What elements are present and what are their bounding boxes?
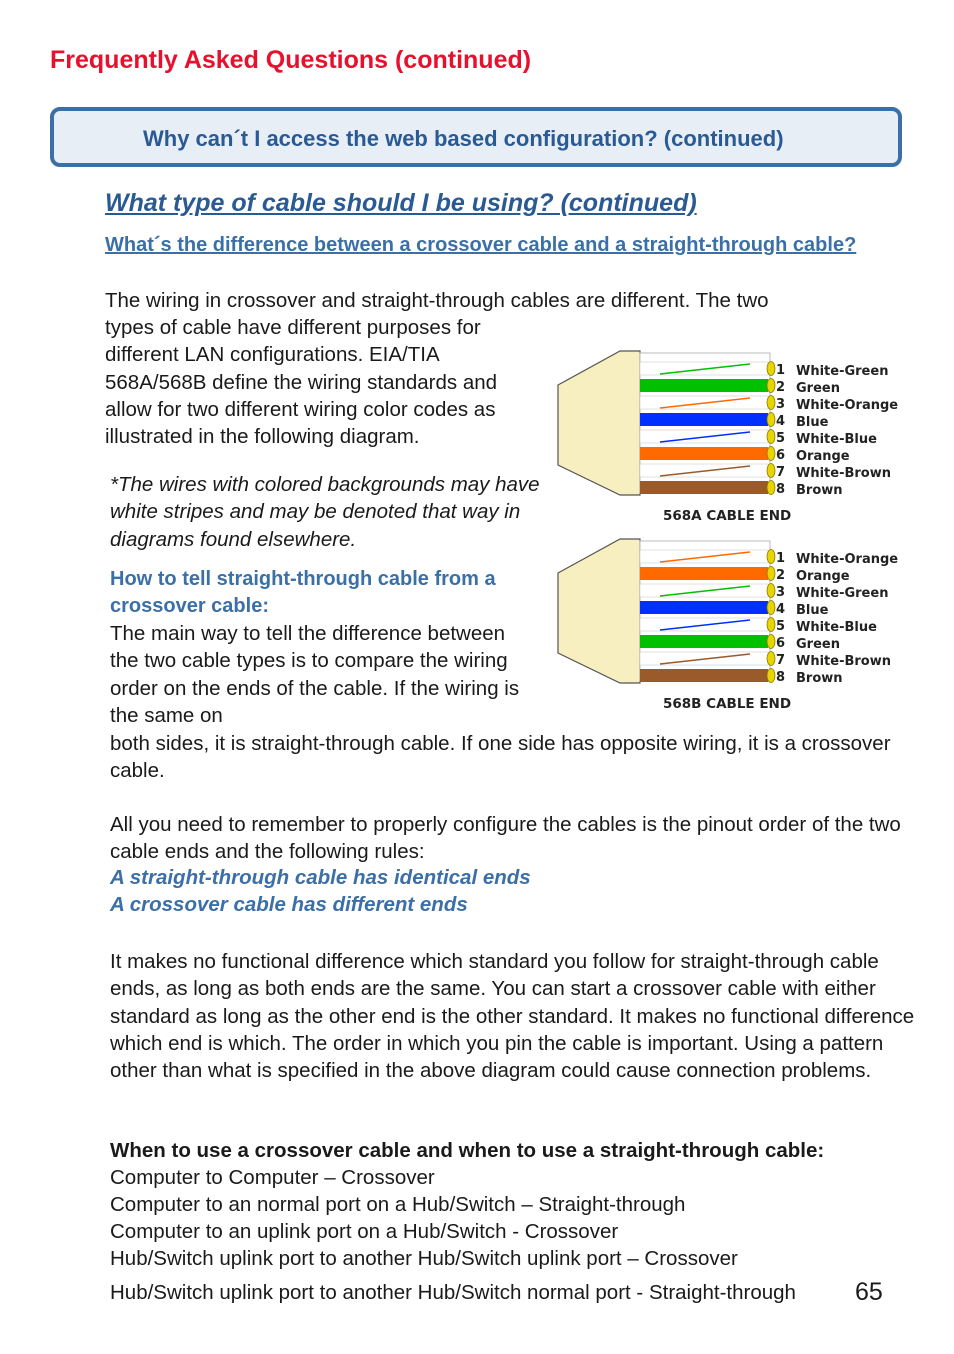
pin-color-label: Blue: [796, 603, 829, 618]
contact-pin: [767, 652, 775, 666]
pin-number: 1: [776, 363, 786, 378]
wire-color-note: *The wires with colored backgrounds may have white stripes and may be denoted that way in diagrams found elsewhere.: [110, 473, 540, 551]
question-title: What type of cable should I be using? (continued): [105, 189, 697, 217]
cable-end-568b: [558, 539, 898, 712]
howto-paragraph-part2: both sides, it is straight-through cable. If one side has opposite wiring, it is a crossover cable.: [110, 732, 891, 783]
wire-pin-7: [640, 464, 775, 478]
pin-number: 7: [776, 653, 786, 668]
wire-pin-6: [640, 635, 775, 649]
pin-color-label: White-Brown: [796, 466, 891, 481]
pin-color-label: White-Brown: [796, 654, 891, 669]
pin-number: 3: [776, 585, 786, 600]
contact-pin: [767, 481, 775, 495]
standard-paragraph: It makes no functional difference which standard you follow for straight-through cable ends, as long as both ends are the same. You can start a crossover cable with either standard as long as the other end is the other standard. It makes no functional difference which end is which. The order in which you pin the cable is important. Using a pattern other than what is specified in the above diagram could cause connection problems.: [110, 950, 915, 1083]
use-case-item: Hub/Switch uplink port to another Hub/Switch normal port - Straight-through: [110, 1281, 796, 1304]
caption-568a: 568A CABLE END: [663, 508, 792, 524]
contact-pin: [767, 413, 775, 427]
contact-pin: [767, 447, 775, 461]
pin-number: 4: [776, 602, 786, 617]
caption-568b: 568B CABLE END: [663, 696, 792, 712]
question-banner-text: Why can´t I access the web based configuration? (continued): [143, 126, 784, 151]
page-number: 65: [855, 1278, 883, 1306]
contact-pin: [767, 618, 775, 632]
subheading-difference: What´s the difference between a crossover cable and a straight-through cable?: [105, 234, 857, 256]
wire-pin-8: [640, 669, 775, 683]
rule-straight-through: A straight-through cable has identical ends: [110, 866, 531, 889]
wire-pin-1: [640, 362, 775, 376]
howto-heading: How to tell straight-through cable from a crossover cable:: [110, 568, 496, 617]
intro-paragraph-rest: types of cable have different purposes for different LAN configurations. EIA/TIA 568A/568B define the wiring standards and allow for two different wiring color codes as illustrated in the following diagram.: [105, 316, 498, 449]
cable-end-568a: [558, 351, 898, 524]
howto-paragraph-part1: The main way to tell the difference between the two cable types is to compare the wiring order on the ends of the cable. If the wiring is the same on: [110, 622, 520, 727]
use-case-item: Computer to an uplink port on a Hub/Switch - Crossover: [110, 1220, 619, 1243]
pin-number: 5: [776, 431, 786, 446]
wire-pin-1: [640, 550, 775, 564]
pin-number: 6: [776, 636, 786, 651]
use-case-item: Hub/Switch uplink port to another Hub/Switch uplink port – Crossover: [110, 1247, 738, 1270]
pin-color-label: White-Blue: [796, 620, 877, 635]
contact-pin: [767, 567, 775, 581]
pin-number: 2: [776, 568, 786, 583]
wire-pin-5: [640, 430, 775, 444]
pin-number: 3: [776, 397, 786, 412]
wire-pin-2: [640, 567, 775, 581]
pin-color-label: Brown: [796, 483, 843, 498]
pin-number: 5: [776, 619, 786, 634]
when-to-use-heading: When to use a crossover cable and when to use a straight-through cable:: [110, 1139, 825, 1162]
contact-pin: [767, 396, 775, 410]
contact-pin: [767, 584, 775, 598]
contact-pin: [767, 464, 775, 478]
wire-pin-6: [640, 447, 775, 461]
wire-pin-5: [640, 618, 775, 632]
pin-color-label: Orange: [796, 449, 850, 464]
pin-number: 7: [776, 465, 786, 480]
contact-pin: [767, 430, 775, 444]
pin-number: 8: [776, 670, 786, 685]
contact-pin: [767, 669, 775, 683]
pin-color-label: White-Blue: [796, 432, 877, 447]
contact-pin: [767, 362, 775, 376]
pin-number: 6: [776, 448, 786, 463]
pin-color-label: White-Orange: [796, 398, 899, 413]
pin-number: 8: [776, 482, 786, 497]
section-title: Frequently Asked Questions (continued): [50, 46, 532, 74]
rule-crossover: A crossover cable has different ends: [110, 893, 468, 916]
wire-pin-4: [640, 601, 775, 615]
use-case-item: Computer to an normal port on a Hub/Switch – Straight-through: [110, 1193, 686, 1216]
pin-color-label: Green: [796, 381, 840, 396]
wire-pin-3: [640, 584, 775, 598]
pin-color-label: Blue: [796, 415, 829, 430]
plug-body: [558, 539, 640, 683]
plug-body: [558, 351, 640, 495]
pin-number: 1: [776, 551, 786, 566]
cable-wiring-diagram: [550, 345, 920, 725]
contact-pin: [767, 379, 775, 393]
contact-pin: [767, 601, 775, 615]
wire-pin-4: [640, 413, 775, 427]
pin-color-label: Brown: [796, 671, 843, 686]
intro-paragraph-first-line: The wiring in crossover and straight-through cables are different. The two: [105, 289, 769, 312]
remember-paragraph: All you need to remember to properly configure the cables is the pinout order of the two cable ends and the following rules:: [110, 813, 901, 864]
pin-color-label: Green: [796, 637, 840, 652]
pin-color-label: Orange: [796, 569, 850, 584]
wire-pin-2: [640, 379, 775, 393]
contact-pin: [767, 550, 775, 564]
pin-color-label: White-Orange: [796, 552, 899, 567]
use-case-item: Computer to Computer – Crossover: [110, 1166, 435, 1189]
pin-number: 4: [776, 414, 786, 429]
wire-pin-3: [640, 396, 775, 410]
wire-pin-8: [640, 481, 775, 495]
wire-pin-7: [640, 652, 775, 666]
pin-color-label: White-Green: [796, 586, 889, 601]
pin-color-label: White-Green: [796, 364, 889, 379]
contact-pin: [767, 635, 775, 649]
pin-number: 2: [776, 380, 786, 395]
